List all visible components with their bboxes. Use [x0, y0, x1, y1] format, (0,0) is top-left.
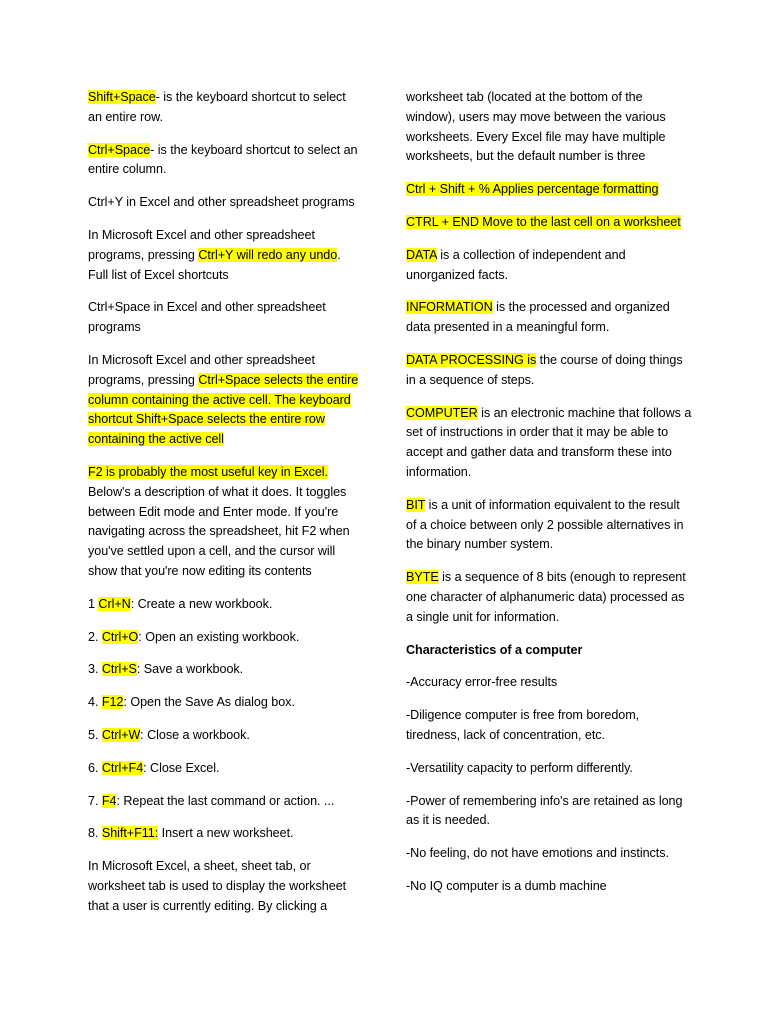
highlighted-text: F2 is probably the most useful key in Excel.: [88, 464, 328, 479]
shortcut-item: [88, 759, 360, 779]
shortcut-key: Ctrl+F4: [101, 760, 144, 775]
paragraph-text: . Full list of Excel shortcuts: [88, 247, 341, 282]
term: DATA: [406, 247, 437, 262]
shortcut-description: : Create a new workbook.: [130, 596, 273, 611]
ctrl-y-paragraph: [88, 226, 360, 285]
highlighted-text: Ctrl+Y will redo any undo: [198, 247, 338, 262]
shortcut-item: [88, 595, 360, 615]
shortcut-description: Insert a new worksheet.: [158, 826, 294, 841]
shortcut-key: Crl+N: [98, 596, 131, 611]
shortcut-key: Ctrl+O: [101, 629, 139, 644]
definition-computer: [406, 404, 692, 483]
item-number: 8.: [88, 826, 102, 841]
term: INFORMATION: [406, 300, 493, 315]
percent-format-shortcut: [406, 180, 692, 200]
term: BIT: [406, 497, 426, 512]
item-number: 7.: [88, 793, 102, 808]
characteristics-heading: Characteristics of a computer: [406, 642, 583, 657]
definition-text: is a collection of independent and unorganized facts.: [406, 247, 626, 282]
definition-text: is an electronic machine that follows a set of instructions in order that it may be able to accept and gather data and transform these into information.: [406, 405, 692, 479]
shortcut-description: : Close Excel.: [143, 760, 220, 775]
definition-byte: [406, 568, 692, 627]
item-number: 5.: [88, 727, 102, 742]
right-column: [406, 88, 692, 910]
f2-paragraph: [88, 463, 360, 582]
item-number: 1: [88, 596, 99, 611]
definition-data-processing: [406, 351, 692, 391]
definition-information: [406, 298, 692, 338]
highlighted-text: Ctrl+Space selects the entire column containing the active cell. The keyboard shortcut Shift+Space selects the entire row containing the active cell: [88, 372, 359, 447]
paragraph-text: In Microsoft Excel and other spreadsheet programs, pressing: [88, 352, 315, 387]
definition-text: is the processed and organized data presented in a meaningful form.: [406, 300, 670, 335]
term: BYTE: [406, 570, 439, 585]
definition-data: [406, 246, 692, 286]
shortcut-key: F4: [101, 793, 117, 808]
characteristic-item: -Versatility capacity to perform differently.: [406, 760, 633, 775]
shortcut-description: : Close a workbook.: [140, 727, 250, 742]
shortcut-key: F12: [101, 695, 124, 710]
shortcut-description: : Save a workbook.: [136, 662, 244, 677]
shortcut-item: [88, 660, 360, 680]
ctrl-space-description: [88, 351, 360, 450]
term: DATA PROCESSING is: [406, 352, 537, 367]
ctrl-space-paragraph: [88, 141, 360, 181]
paragraph-text: - is the keyboard shortcut to select an entire row.: [88, 90, 346, 124]
paragraph-text: - is the keyboard shortcut to select an entire column.: [88, 142, 358, 177]
highlighted-shortcut: Shift+Space: [88, 90, 156, 104]
ctrl-space-heading: Ctrl+Space in Excel and other spreadsheet programs: [88, 300, 326, 335]
paragraph-text: In Microsoft Excel and other spreadsheet programs, pressing: [88, 227, 315, 262]
highlighted-text: CTRL + END Move to the last cell on a worksheet: [406, 214, 681, 229]
characteristic-item: -Power of remembering info's are retained as long as it is needed.: [406, 793, 683, 828]
characteristic-item: -No IQ computer is a dumb machine: [406, 878, 607, 893]
shortcut-description: : Open an existing workbook.: [138, 629, 300, 644]
term: COMPUTER: [406, 405, 478, 420]
item-number: 4.: [88, 695, 102, 710]
shortcut-key: Shift+F11:: [101, 826, 159, 841]
shortcut-item: [88, 693, 360, 713]
worksheet-tab-continued: worksheet tab (located at the bottom of the window), users may move between the various worksheets. Every Excel file may have multiple worksheets, but the default number is three: [406, 90, 666, 164]
definition-text: the course of doing things in a sequence of steps.: [406, 352, 683, 387]
shortcut-key: Ctrl+W: [101, 727, 141, 742]
shortcut-item: [88, 726, 360, 746]
characteristic-item: -Accuracy error-free results: [406, 675, 558, 690]
paragraph-text: Below's a description of what it does. It toggles between Edit mode and Enter mode. If you're navigating across the spreadsheet, hit F2 when you've settled upon a cell, and the cursor will show that you're now editing its contents: [88, 484, 350, 578]
shortcut-key: Ctrl+S: [101, 662, 137, 677]
highlighted-text: Ctrl + Shift + % Applies percentage formatting: [406, 182, 659, 197]
shortcut-item: [88, 792, 360, 812]
item-number: 6.: [88, 760, 102, 775]
characteristic-item: -Diligence computer is free from boredom, tiredness, lack of concentration, etc.: [406, 708, 640, 742]
definition-bit: [406, 496, 692, 555]
ctrl-end-shortcut: [406, 213, 692, 233]
definition-text: is a sequence of 8 bits (enough to represent one character of alphanumeric data) processed as a single unit for information.: [406, 570, 686, 624]
item-number: 3.: [88, 662, 102, 677]
left-column: [88, 88, 360, 930]
shortcut-description: : Repeat the last command or action. ...: [116, 793, 335, 808]
shortcut-item: [88, 628, 360, 648]
shortcut-description: : Open the Save As dialog box.: [123, 695, 295, 710]
shift-space-paragraph: [88, 88, 360, 128]
shortcut-item: [88, 824, 360, 844]
ctrl-y-heading: Ctrl+Y in Excel and other spreadsheet programs: [88, 195, 355, 210]
characteristic-item: -No feeling, do not have emotions and instincts.: [406, 846, 669, 861]
item-number: 2.: [88, 629, 102, 644]
definition-text: is a unit of information equivalent to the result of a choice between only 2 possible alternatives in the binary number system.: [406, 497, 684, 552]
worksheet-tab-paragraph: In Microsoft Excel, a sheet, sheet tab, or worksheet tab is used to display the worksheet that a user is currently editing. By clicking a: [88, 859, 347, 913]
highlighted-shortcut: Ctrl+Space: [88, 142, 151, 157]
